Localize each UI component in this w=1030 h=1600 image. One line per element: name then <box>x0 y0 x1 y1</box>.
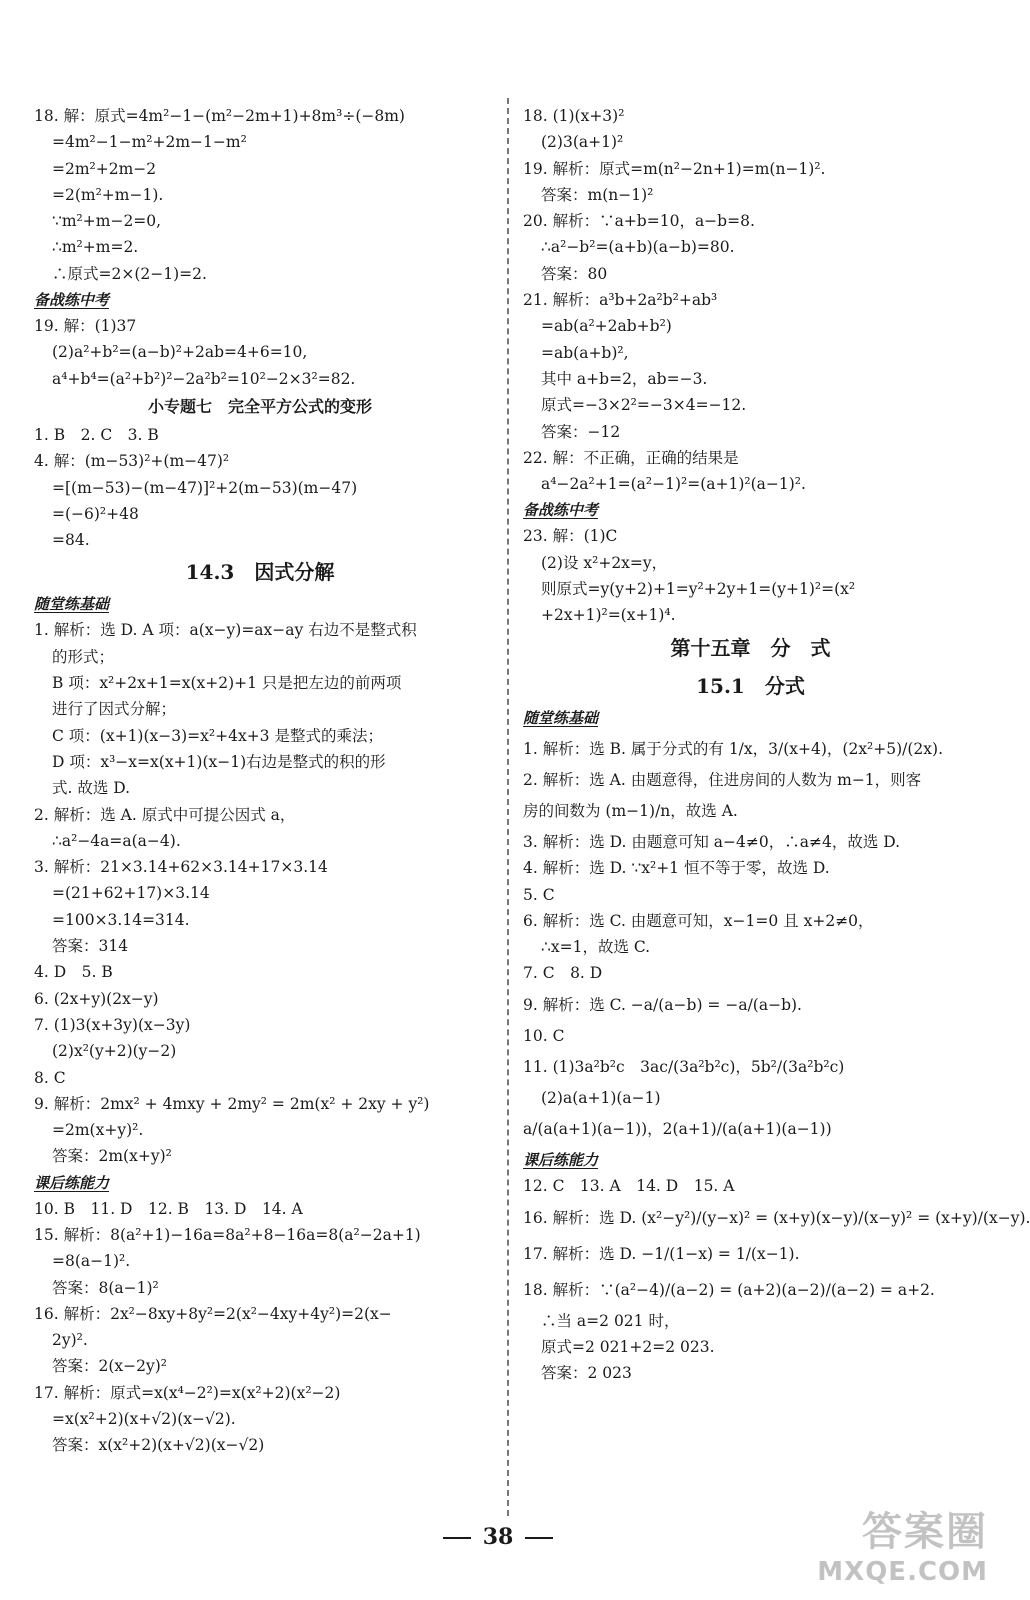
answer-line: (2)设 x²+2x=y， <box>541 553 668 572</box>
answer-line: 2. 解析：选 A. 原式中可提公因式 a， <box>34 805 296 824</box>
answer-line: 答案：314 <box>52 937 129 956</box>
answer-line: 5. C <box>523 885 555 904</box>
answer-line: 其中 a+b=2，ab=−3. <box>541 369 708 388</box>
answer-line: a/(a(a+1)(a−1))，2(a+1)/(a(a+1)(a−1)) <box>523 1120 832 1139</box>
dash-left <box>443 1537 471 1539</box>
answer-line: ∴m²+m=2. <box>52 238 139 257</box>
answer-line: 16. 解析：2x²−8xy+8y²=2(x²−4xy+4y²)=2(x− <box>34 1304 392 1323</box>
answer-line: 式. 故选 D. <box>52 779 131 798</box>
answer-line: =[(m−53)−(m−47)]²+2(m−53)(m−47) <box>52 478 358 497</box>
answer-line: ∴当 a=2 021 时， <box>541 1311 680 1330</box>
answer-line: 18. 解：原式=4m²−1−(m²−2m+1)+8m³÷(−8m) <box>34 107 405 125</box>
answer-line: (2)3(a+1)² <box>541 133 624 152</box>
section-heading: 随堂练基础 <box>34 595 110 614</box>
left-column <box>34 103 486 1459</box>
answer-line: 18. (1)(x+3)² <box>523 107 625 125</box>
answer-line: =4m²−1−m²+2m−1−m² <box>52 133 247 152</box>
answer-line: B 项：x²+2x+1=x(x+2)+1 只是把左边的前两项 <box>52 674 402 693</box>
dash-right <box>525 1537 553 1539</box>
answer-line: 22. 解：不正确，正确的结果是 <box>523 448 739 467</box>
answer-line: 房的间数为 (m−1)/n，故选 A. <box>523 801 738 820</box>
answer-line: =2m²+2m−2 <box>52 159 157 178</box>
right-column <box>523 103 1030 1387</box>
answer-line: 11. (1)3a²b²c 3ac/(3a²b²c)，5b²/(3a²b²c) <box>523 1058 845 1077</box>
answer-line: 15. 解析：8(a²+1)−16a=8a²+8−16a=8(a²−2a+1) <box>34 1225 421 1244</box>
answer-line: ∴a²−4a=a(a−4). <box>52 831 181 850</box>
answer-line: =(21+62+17)×3.14 <box>52 884 210 903</box>
answer-line: 答案：x(x²+2)(x+√2)(x−√2) <box>52 1436 265 1455</box>
answer-line: (2)a²+b²=(a−b)²+2ab=4+6=10, <box>52 343 308 362</box>
answer-line: =2(m²+m−1). <box>52 185 164 204</box>
answer-line: 7. (1)3(x+3y)(x−3y) <box>34 1015 191 1034</box>
answer-line: 4. 解：(m−53)²+(m−47)² <box>34 452 230 471</box>
answer-line: =84. <box>52 531 90 550</box>
answer-line: 2. 解析：选 A. 由题意得，住进房间的人数为 m−1，则客 <box>523 770 922 789</box>
answer-line: 进行了因式分解； <box>52 700 177 719</box>
answer-line: 17. 解析：选 D. −1/(1−x) = 1/(x−1). <box>523 1244 800 1263</box>
answer-line: 原式=2 021+2=2 023. <box>541 1337 715 1356</box>
answer-line: =8(a−1)². <box>52 1252 131 1271</box>
answer-line: 1. B 2. C 3. B <box>34 425 159 444</box>
answer-line: 1. 解析：选 B. 属于分式的有 1/x，3/(x+4)，(2x²+5)/(2x). <box>523 739 944 758</box>
answer-line: 2y)². <box>52 1331 88 1350</box>
section-heading: 随堂练基础 <box>523 708 599 727</box>
watermark <box>817 1500 988 1587</box>
answer-line: 6. (2x+y)(2x−y) <box>34 989 159 1008</box>
answer-line: (2)x²(y+2)(y−2) <box>52 1042 177 1061</box>
answer-line: ∴a²−b²=(a+b)(a−b)=80. <box>541 238 735 257</box>
answer-line: 答案：2(x−2y)² <box>52 1357 168 1376</box>
answer-line: =(−6)²+48 <box>52 504 139 523</box>
answer-line: 答案：8(a−1)² <box>52 1278 159 1297</box>
answer-line: 19. 解：(1)37 <box>34 317 137 336</box>
answer-line: (2)a(a+1)(a−1) <box>541 1089 661 1108</box>
answer-line: =2m(x+y)². <box>52 1121 144 1140</box>
answer-line: D 项：x³−x=x(x+1)(x−1)右边是整式的积的形 <box>52 752 386 771</box>
answer-line: 21. 解析：a³b+2a²b²+ab³ <box>523 291 718 310</box>
answer-line: 答案：2m(x+y)² <box>52 1147 172 1166</box>
answer-line: 1. 解析：选 D. A 项：a(x−y)=ax−ay 右边不是整式积 <box>34 621 417 640</box>
answer-line: 答案：2 023 <box>541 1364 632 1383</box>
watermark-url: MXQE.COM <box>817 1557 988 1587</box>
answer-line: 16. 解析：选 D. (x²−y²)/(y−x)² = (x+y)(x−y)/(x−y)² = (x+y)/(x−y). <box>523 1208 1030 1227</box>
answer-line: 4. D 5. B <box>34 963 113 982</box>
answer-line: 10. C <box>523 1026 565 1045</box>
answer-line: ∴x=1，故选 C. <box>541 938 651 957</box>
answer-line: 12. C 13. A 14. D 15. A <box>523 1177 735 1196</box>
answer-line: 9. 解析：2mx² + 4mxy + 2my² = 2m(x² + 2xy + y²) <box>34 1094 430 1113</box>
section-heading: 备战练中考 <box>34 291 110 310</box>
answer-line: 的形式； <box>52 647 115 666</box>
chapter-heading: 第十五章 分 式 <box>670 635 831 660</box>
section-heading: 备战练中考 <box>523 501 599 520</box>
answer-line: C 项：(x+1)(x−3)=x²+4x+3 是整式的乘法； <box>52 726 383 745</box>
answer-line: 答案：m(n−1)² <box>541 185 654 204</box>
answer-line: 10. B 11. D 12. B 13. D 14. A <box>34 1199 303 1218</box>
answer-line: 6. 解析：选 C. 由题意可知，x−1=0 且 x+2≠0， <box>523 911 874 930</box>
answer-line: 17. 解析：原式=x(x⁴−2²)=x(x²+2)(x²−2) <box>34 1383 341 1402</box>
answer-line: =ab(a²+2ab+b²) <box>541 317 672 336</box>
answer-line: 答案：80 <box>541 264 608 283</box>
answer-line: +2x+1)²=(x+1)⁴. <box>541 606 676 625</box>
answer-line: 4. 解析：选 D. ∵x²+1 恒不等于零，故选 D. <box>523 859 830 878</box>
answer-line: 23. 解：(1)C <box>523 527 618 546</box>
watermark-logo: 答案圈 <box>862 1509 988 1555</box>
answer-line: 20. 解析：∵a+b=10，a−b=8. <box>523 212 755 231</box>
answer-line: ∴原式=2×(2−1)=2. <box>52 264 207 283</box>
answer-line: =ab(a+b)², <box>541 343 629 362</box>
chapter-heading: 15.1 分式 <box>696 673 805 698</box>
answer-line: 19. 解析：原式=m(n²−2n+1)=m(n−1)². <box>523 159 826 178</box>
answer-line: 3. 解析：选 D. 由题意可知 a−4≠0，∴a≠4，故选 D. <box>523 832 901 851</box>
answer-line: 7. C 8. D <box>523 964 603 983</box>
answer-line: 8. C <box>34 1068 66 1087</box>
answer-line: 9. 解析：选 C. −a/(a−b) = −a/(a−b). <box>523 995 802 1014</box>
answer-line: 18. 解析：∵(a²−4)/(a−2) = (a+2)(a−2)/(a−2) = a+2. <box>523 1280 935 1299</box>
page-number-text: 38 <box>482 1524 514 1550</box>
answer-line: 原式=−3×2²=−3×4=−12. <box>541 396 747 415</box>
subtopic-heading: 小专题七 完全平方公式的变形 <box>147 396 372 416</box>
answer-line: 3. 解析：21×3.14+62×3.14+17×3.14 <box>34 858 328 877</box>
answer-line: a⁴+b⁴=(a²+b²)²−2a²b²=10²−2×3²=82. <box>52 369 356 388</box>
answer-line: 答案：−12 <box>541 422 621 441</box>
answer-line: ∵m²+m−2=0, <box>52 212 162 231</box>
column-divider <box>507 98 509 1516</box>
answer-line: 则原式=y(y+2)+1=y²+2y+1=(y+1)²=(x² <box>541 580 856 599</box>
section-heading: 课后练能力 <box>34 1173 110 1192</box>
answer-line: =x(x²+2)(x+√2)(x−√2). <box>52 1410 236 1429</box>
chapter-heading: 14.3 因式分解 <box>185 560 335 585</box>
section-heading: 课后练能力 <box>523 1151 599 1170</box>
answer-line: =100×3.14=314. <box>52 910 190 929</box>
answer-line: a⁴−2a²+1=(a²−1)²=(a+1)²(a−1)². <box>541 475 806 494</box>
